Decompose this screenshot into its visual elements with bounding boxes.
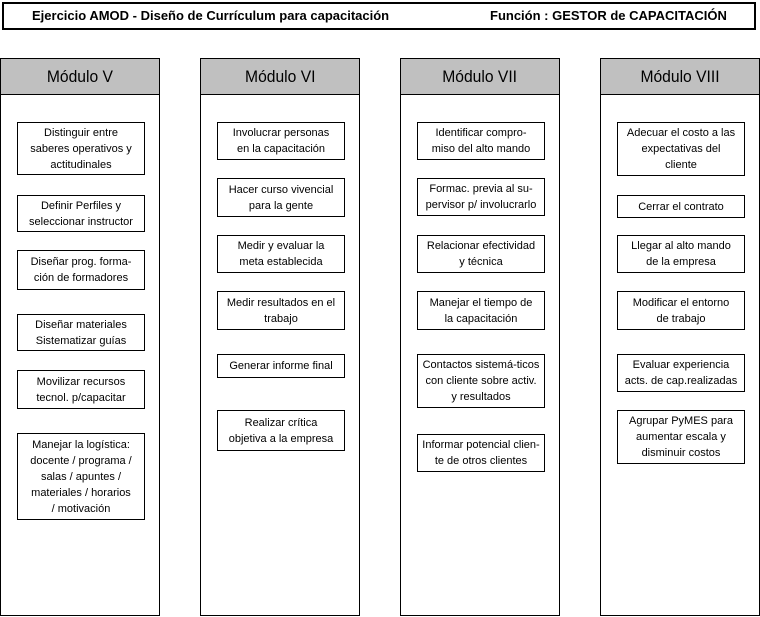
module-column-vii [400,58,560,616]
function-label: Función : GESTOR de CAPACITACIÓN [490,8,727,23]
activity-box: Manejar la logística: docente / programa / salas / apuntes / materiales / horarios / motivación [17,433,145,520]
module-header: Módulo VII [401,59,559,95]
module-header: Módulo V [1,59,159,95]
activity-box: Medir resultados en el trabajo [217,291,345,330]
activity-box: Distinguir entre saberes operativos y actitudinales [17,122,145,175]
activity-box: Movilizar recursos tecnol. p/capacitar [17,370,145,409]
activity-box: Formac. previa al su- pervisor p/ involucrarlo [417,178,545,216]
activity-box: Agrupar PyMES para aumentar escala y disminuir costos [617,410,745,464]
activity-box: Contactos sistemá-ticos con cliente sobre activ. y resultados [417,354,545,408]
activity-box: Modificar el entorno de trabajo [617,291,745,330]
activity-box: Cerrar el contrato [617,195,745,218]
activity-box: Relacionar efectividad y técnica [417,235,545,273]
activity-box: Involucrar personas en la capacitación [217,122,345,160]
activity-box: Realizar crítica objetiva a la empresa [217,410,345,451]
module-header: Módulo VI [201,59,359,95]
activity-box: Diseñar prog. forma- ción de formadores [17,250,145,290]
module-column-viii [600,58,760,616]
activity-box: Manejar el tiempo de la capacitación [417,291,545,330]
activity-box: Diseñar materiales Sistematizar guías [17,314,145,351]
header-banner [2,2,756,30]
module-column-vi [200,58,360,616]
module-column-v [0,58,160,616]
activity-box: Identificar compro- miso del alto mando [417,122,545,160]
activity-box: Adecuar el costo a las expectativas del cliente [617,122,745,176]
activity-box: Hacer curso vivencial para la gente [217,178,345,217]
activity-box: Generar informe final [217,354,345,378]
activity-box: Medir y evaluar la meta establecida [217,235,345,273]
activity-box: Informar potencial clien- te de otros clientes [417,434,545,472]
activity-box: Definir Perfiles y seleccionar instructor [17,195,145,232]
exercise-title: Ejercicio AMOD - Diseño de Currículum para capacitación [32,8,390,23]
activity-box: Evaluar experiencia acts. de cap.realizadas [617,354,745,392]
module-header: Módulo VIII [601,59,759,95]
activity-box: Llegar al alto mando de la empresa [617,235,745,273]
